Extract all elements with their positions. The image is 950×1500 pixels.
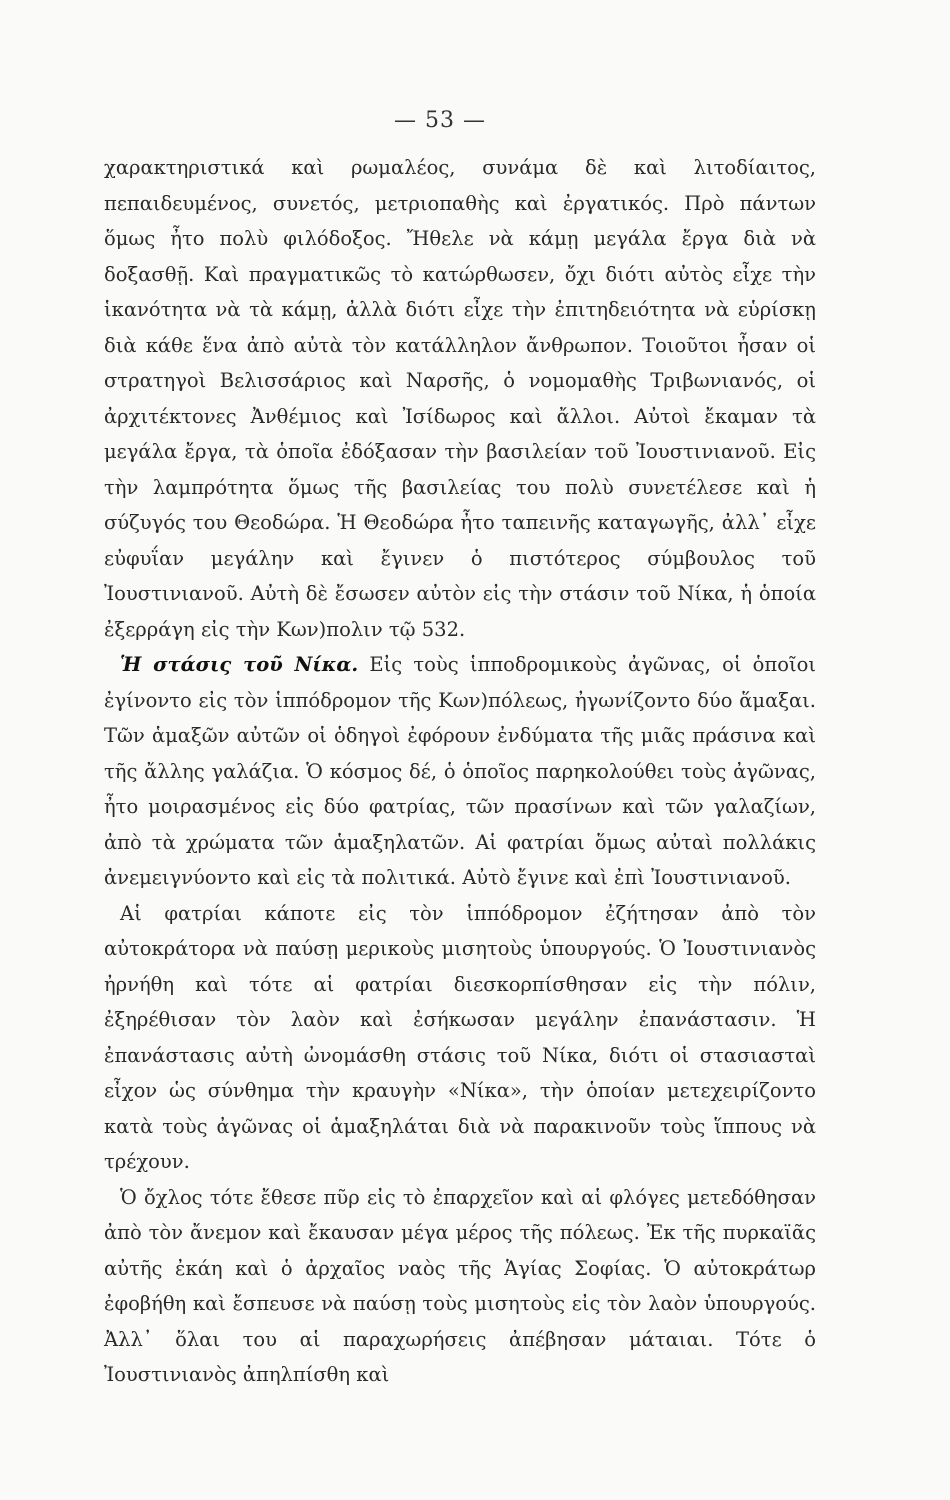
paragraph-3: Αἱ φατρίαι κάποτε εἰς τὸν ἱππόδρομον ἐζήτησαν ἀπὸ τὸν αὐτοκράτορα νὰ παύσῃ μερικοὺς μισητοὺς ὑπουργούς. Ὁ Ἰουστινιανὸς ἠρνήθη καὶ τότε αἱ φατρίαι διεσκορπίσθησαν εἰς τὴν πόλιν, ἐξηρέθισαν τὸν λαὸν καὶ ἐσήκωσαν μεγάλην ἐπανάστασιν. Ἡ ἐπανάστασις αὐτὴ ὠνομάσθη στάσις τοῦ Νίκα, διότι οἱ στασιασταὶ εἶχον ὡς σύνθημα τὴν κραυγὴν «Νίκα», τὴν ὁποίαν μετεχειρίζοντο κατὰ τοὺς ἀγῶνας οἱ ἁμαξηλάται διὰ νὰ παρακινοῦν τοὺς ἵππους νὰ τρέχουν. (104, 901, 816, 1173)
paragraph-2-text: Εἰς τοὺς ἱπποδρομικοὺς ἀγῶνας, οἱ ὁποῖοι ἐγίνοντο εἰς τὸν ἱππόδρομον τῆς Κων)πόλεως, ἠγωνίζοντο δύο ἅμαξαι. Τῶν ἁμαξῶν αὐτῶν οἱ ὁδηγοὶ ἐφόρουν ἐνδύματα τῆς μιᾶς πράσινα καὶ τῆς ἄλλης γαλάζια. Ὁ κόσμος δέ, ὁ ὁποῖος παρηκολούθει τοὺς ἀγῶνας, ἦτο μοιρασμένος εἰς δύο φατρίας, τῶν πρασίνων καὶ τῶν γαλαζίων, ἀπὸ τὰ χρώματα τῶν ἁμαξηλατῶν. Αἱ φατρίαι ὅμως αὐταὶ πολλάκις ἀνεμειγνύοντο καὶ εἰς τὰ πολιτικά. Αὐτὸ ἔγινε καὶ ἐπὶ Ἰουστινιανοῦ. (104, 653, 816, 889)
section-heading: Ἡ στάσις τοῦ Νίκα. (120, 653, 359, 676)
paragraph-2 (104, 647, 816, 896)
body-text (104, 150, 816, 1393)
page-number: — 53 — (394, 108, 486, 133)
paragraph-4: Ὁ ὄχλος τότε ἔθεσε πῦρ εἰς τὸ ἐπαρχεῖον καὶ αἱ φλόγες μετεδόθησαν ἀπὸ τὸν ἄνεμον καὶ ἔκαυσαν μέγα μέρος τῆς πόλεως. Ἐκ τῆς πυρκαϊᾶς αὐτῆς ἐκάη καὶ ὁ ἀρχαῖος ναὸς τῆς Ἁγίας Σοφίας. Ὁ αὐτοκράτωρ ἐφοβήθη καὶ ἔσπευσε νὰ παύσῃ τοὺς μισητοὺς εἰς τὸν λαὸν ὑπουργούς. Ἀλλ᾽ ὅλαι του αἱ παραχωρήσεις ἀπέβησαν μάταιαι. Τότε ὁ Ἰουστινιανὸς ἀπηλπίσθη καὶ (104, 1185, 816, 1386)
paragraph-1: χαρακτηριστικά καὶ ρωμαλέος, συνάμα δὲ καὶ λιτοδίαιτος, πεπαιδευμένος, συνετός, μετριοπαθὴς καὶ ἐργατικός. Πρὸ πάντων ὅμως ἦτο πολὺ φιλόδοξος. Ἤθελε νὰ κάμῃ μεγάλα ἔργα διὰ νὰ δοξασθῇ. Καὶ πραγματικῶς τὸ κατώρθωσεν, ὄχι διότι αὐτὸς εἶχε τὴν ἱκανότητα νὰ τὰ κάμῃ, ἀλλὰ διότι εἶχε τὴν ἐπιτηδειότητα νὰ εὑρίσκῃ διὰ κάθε ἕνα ἀπὸ αὐτὰ τὸν κατάλληλον ἄνθρωπον. Τοιοῦτοι ἦσαν οἱ στρατηγοὶ Βελισσάριος καὶ Ναρσῆς, ὁ νομομαθὴς Τριβωνιανός, οἱ ἀρχιτέκτονες Ἀνθέμιος καὶ Ἰσίδωρος καὶ ἄλλοι. Αὐτοὶ ἔκαμαν τὰ μεγάλα ἔργα, τὰ ὁποῖα ἐδόξασαν τὴν βασιλείαν τοῦ Ἰουστινιανοῦ. Εἰς τὴν λαμπρότητα ὅμως τῆς βασιλείας του πολὺ συνετέλεσε καὶ ἡ σύζυγός του Θεοδώρα. Ἡ Θεοδώρα ἦτο ταπεινῆς καταγωγῆς, ἀλλ᾽ εἶχε εὐφυΐαν μεγάλην καὶ ἔγινεν ὁ πιστότερος σύμβουλος τοῦ Ἰουστινιανοῦ. Αὐτὴ δὲ ἔσωσεν αὐτὸν εἰς τὴν στάσιν τοῦ Νίκα, ἡ ὁποία ἐξερράγη εἰς τὴν Κων)πολιν τῷ 532. (104, 156, 816, 641)
